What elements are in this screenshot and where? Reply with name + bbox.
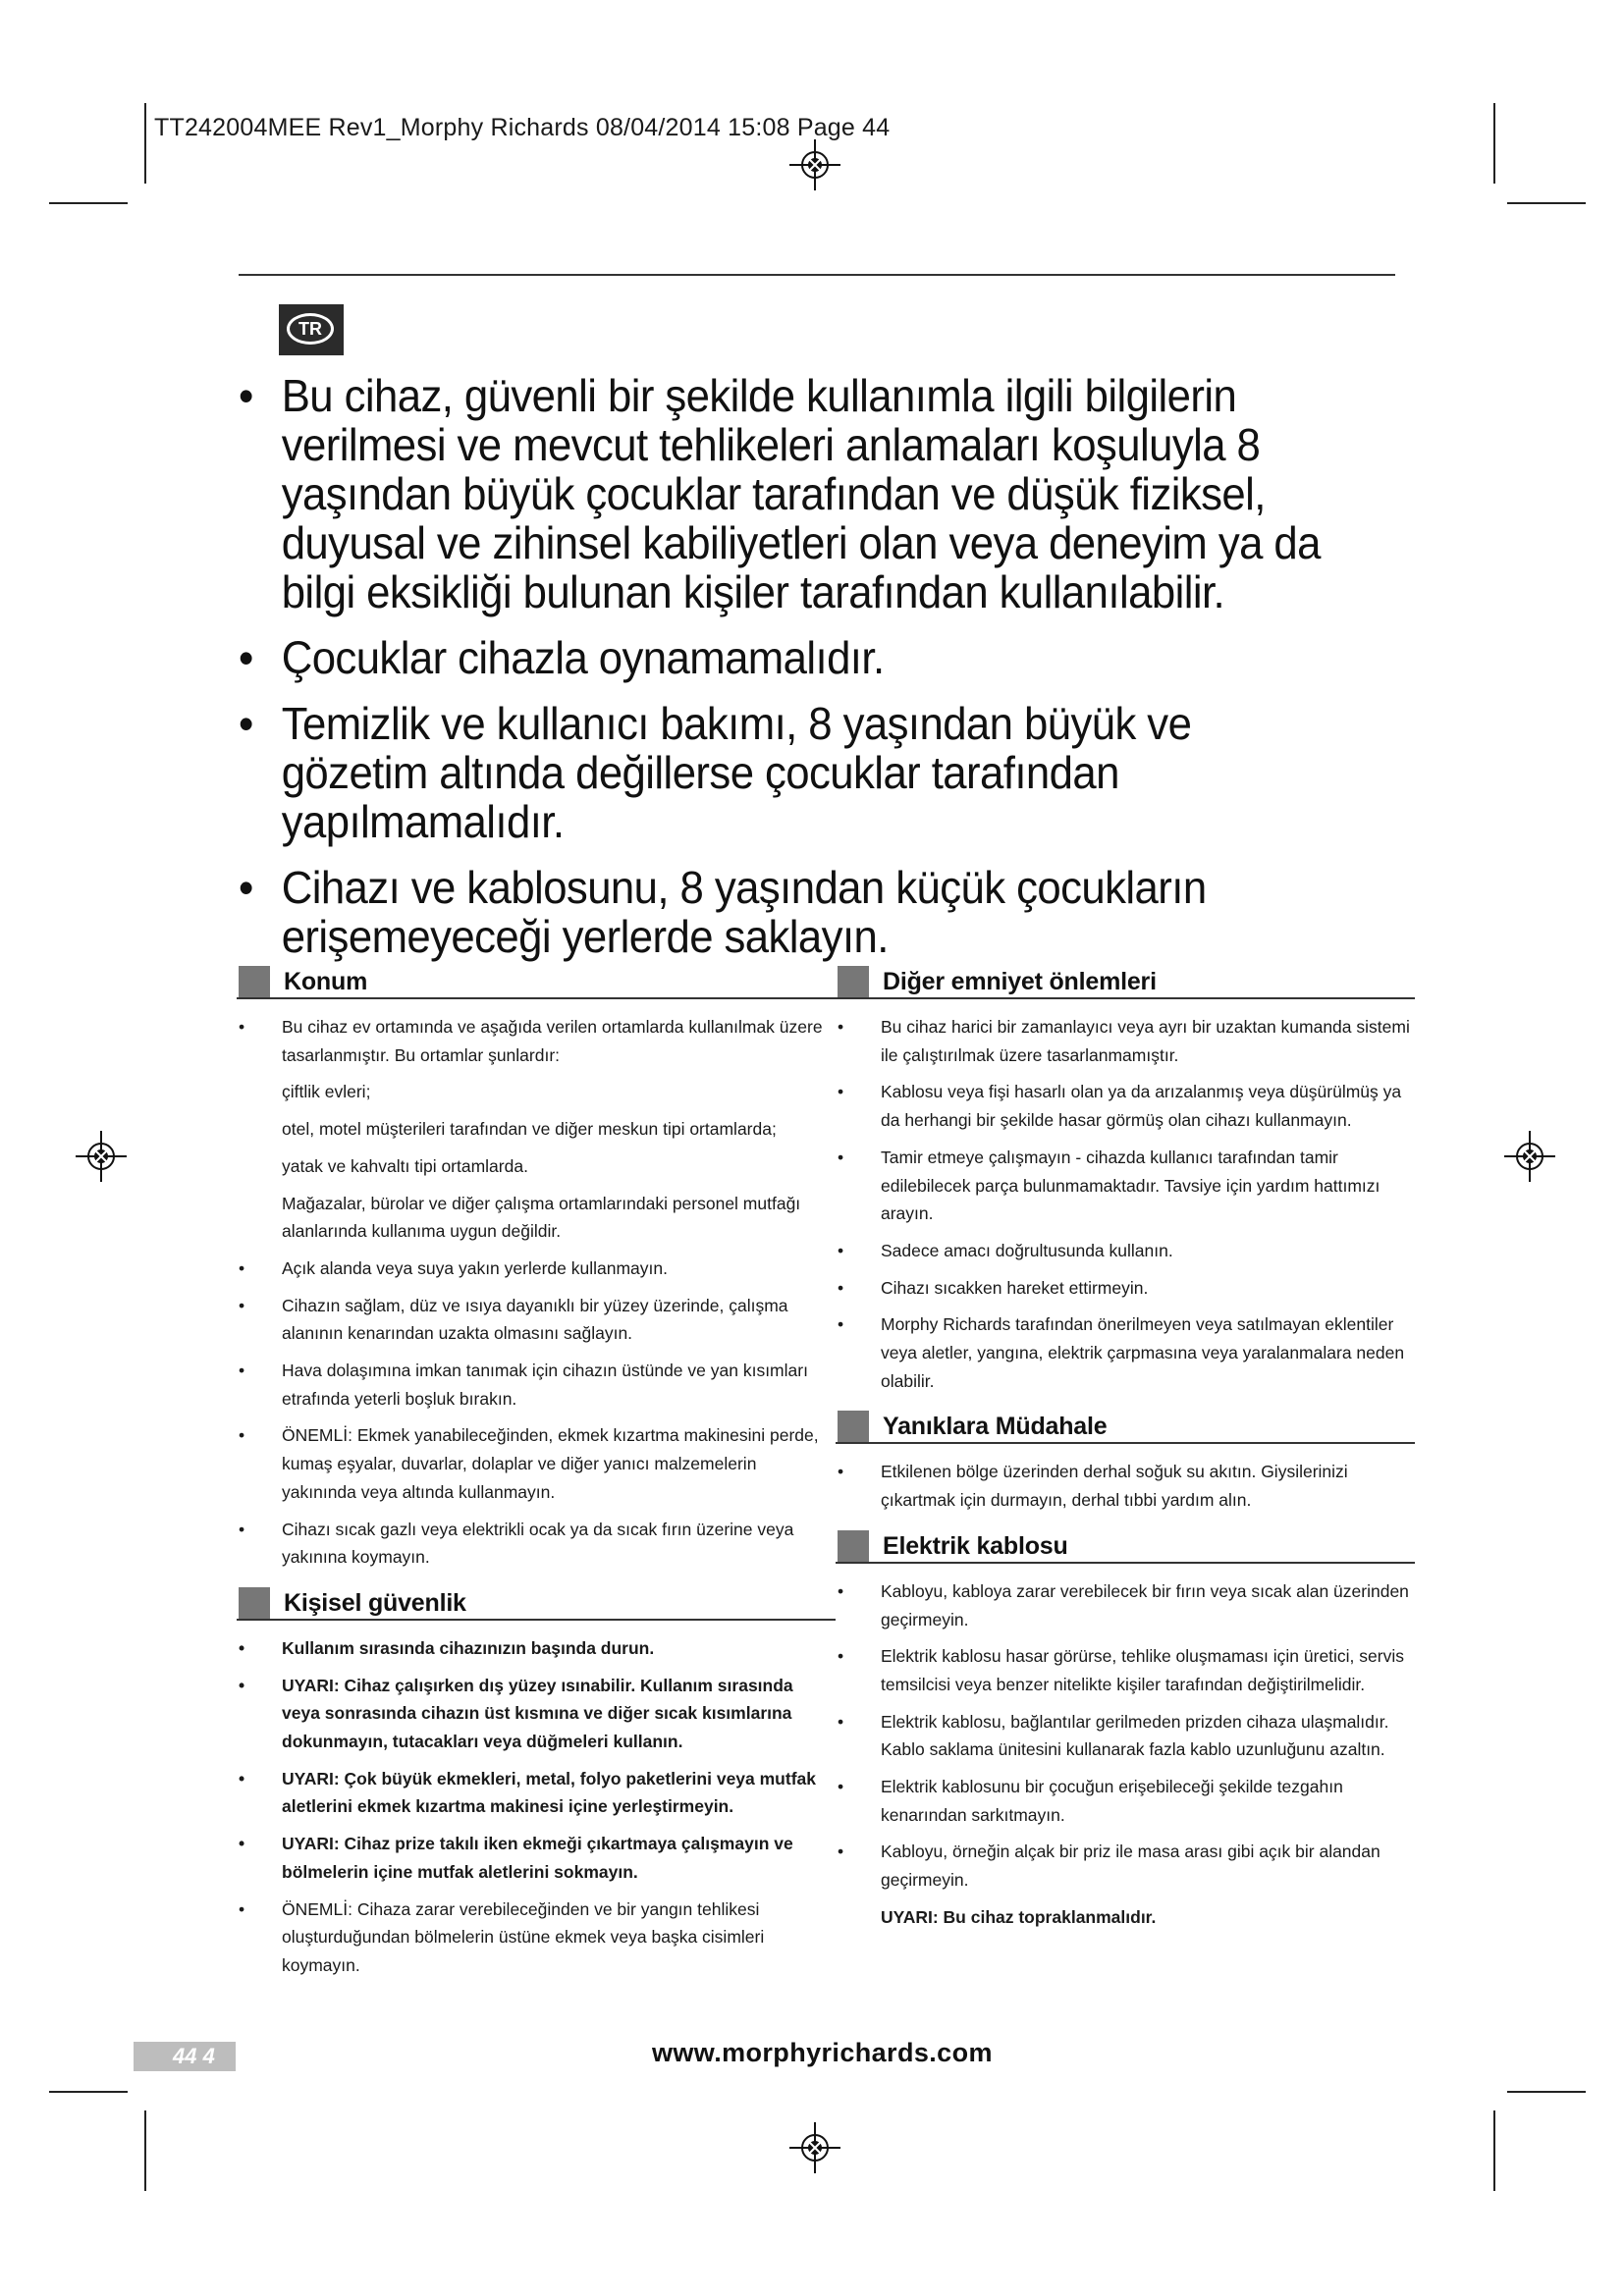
section-heading-diger: Diğer emniyet önlemleri [836,966,1415,999]
paragraph: • Sadece amacı doğrultusunda kullanın. [838,1240,1173,1260]
list-item: Mağazalar, bürolar ve diğer çalışma ortamlarındaki personel mutfağı alanlarında kullanıma uygun değildir. [282,1193,801,1242]
paragraph: • Bu cihaz ev ortamında ve aşağıda verilen ortamlarda kullanılmak üzere tasarlanmıştır. Bu ortamlar şunlardır: [239,1017,823,1065]
paragraph: • Elektrik kablosu hasar görürse, tehlike oluşmaması için üretici, servis temsilcisi veya benzer nitelikte kişiler tarafından değiştirilmelidir. [838,1646,1404,1694]
crop-mark [144,103,146,184]
intro-bullet: • Bu cihaz, güvenli bir şekilde kullanımla ilgili bilgilerin verilmesi ve mevcut tehlikeleri anlamaları koşuluyla 8 yaşından büyük çocuklar tarafından ve düşük fiziksel, duyusal ve zihinsel kabiliyetleri olan veya deneyim ya da bilgi eksikliği bulunan kişiler tarafından kullanılabilir. [239,370,1321,617]
paragraph: • Morphy Richards tarafından önerilmeyen veya satılmayan eklentiler veya aletler, yangına, elektrik çarpmasına veya yaralanmalara neden olabilir. [838,1314,1405,1391]
crop-mark [1493,2110,1495,2191]
paragraph: • Kabloyu, kabloya zarar verebilecek bir fırın veya sıcak alan üzerinden geçirmeyin. [838,1580,1409,1629]
crop-mark [1507,202,1586,204]
paragraph: • Etkilenen bölge üzerinden derhal soğuk su akıtın. Giysilerinizi çıkartmak için durmayın, derhal tıbbi yardım alın. [838,1462,1348,1511]
intro-bullet: • Temizlik ve kullanıcı bakımı, 8 yaşından büyük ve gözetim altında değillerse çocuklar tarafından yapılmamalıdır. [239,698,1192,847]
section-heading-yaniklar: Yanıklara Müdahale [836,1411,1415,1444]
paragraph: • Bu cihaz harici bir zamanlayıcı veya ayrı bir uzaktan kumanda sistemi ile çalıştırılmak üzere tasarlanmamıştır. [838,1017,1410,1065]
bullet: • [239,862,253,913]
registration-mark-icon [785,135,844,194]
top-rule [239,274,1395,276]
intro-bullet: • Cihazı ve kablosunu, 8 yaşından küçük çocukların erişemeyeceği yerlerde saklayın. [239,862,1207,962]
list-item: çiftlik evleri; [282,1082,371,1102]
paragraph: • Kablosu veya fişi hasarlı olan ya da arızalanmış veya düşürülmüş ya da herhangi bir şekilde hasar görmüş olan cihazı kullanmayın. [838,1082,1402,1131]
crop-mark [1507,2091,1586,2093]
page-number: 44 4 [173,2044,215,2068]
earthing-warning: UYARI: Bu cihaz topraklanmalıdır. [881,1906,1157,1927]
website-url: www.morphyrichards.com [652,2038,993,2067]
paragraph: • UYARI: Cihaz prize takılı iken ekmeği çıkartmaya çalışmayın ve bölmelerin içine mutfak aletlerini sokmayın. [239,1834,793,1882]
heading-marker [838,1530,869,1562]
paragraph: • UYARI: Cihaz çalışırken dış yüzey ısınabilir. Kullanım sırasında veya sonrasında cihazın üst kısmına ve diğer sıcak kısımlarına dokunmayın, tutacakları veya düğmeleri kullanın. [239,1675,793,1752]
bullet: • [239,632,253,683]
paragraph: • ÖNEMLİ: Cihaza zarar verebileceğinden ve bir yangın tehlikesi oluşturduğundan bölmelerin üstüne ekmek veya başka cisimleri koymayın. [239,1898,765,1975]
registration-mark-icon [72,1127,131,1186]
bullet: • [239,370,253,421]
paragraph: • Kullanım sırasında cihazınızın başında durun. [239,1637,655,1658]
crop-mark [49,202,128,204]
paragraph: • Kabloyu, örneğin alçak bir priz ile masa arası gibi açık bir alandan geçirmeyin. [838,1842,1380,1891]
heading-marker [239,966,270,997]
crop-mark [49,2091,128,2093]
crop-mark [1493,103,1495,184]
crop-mark [144,2110,146,2191]
left-column [237,966,836,1989]
language-badge [279,304,344,355]
intro-bullet: • Çocuklar cihazla oynamamalıdır. [239,632,885,683]
paragraph: • Elektrik kablosunu bir çocuğun erişebileceği şekilde tezgahın kenarından sarkıtmayın. [838,1777,1343,1825]
heading-marker [239,1587,270,1619]
list-item: otel, motel müşterileri tarafından ve diğer meskun tipi ortamlarda; [282,1119,777,1140]
paragraph: • Cihazın sağlam, düz ve ısıya dayanıklı bir yüzey üzerinde, çalışma alanının kenarından uzakta olmasını sağlayın. [239,1295,788,1344]
bullet: • [239,698,253,749]
paragraph: • UYARI: Çok büyük ekmekleri, metal, folyo paketlerini veya mutfak aletlerini ekmek kızartma makinesi içine yerleştirmeyin. [239,1768,816,1817]
language-badge-label: TR [287,313,334,345]
section-heading-konum: Konum [237,966,836,999]
paragraph: • Açık alanda veya suya yakın yerlerde kullanmayın. [239,1257,668,1278]
section-heading-kisisel: Kişisel güvenlik [237,1587,836,1621]
right-column [836,966,1415,1941]
paragraph: • Elektrik kablosu, bağlantılar gerilmeden prizden cihaza ulaşmalıdır. Kablo saklama ünitesini kullanarak fazla kablo uzunluğunu azaltın. [838,1711,1389,1760]
paragraph: • ÖNEMLİ: Ekmek yanabileceğinden, ekmek kızartma makinesini perde, kumaş eşyalar, duvarlar, dolaplar ve diğer yanıcı malzemelerin yakınında veya altında kullanmayın. [239,1425,819,1502]
print-slug: TT242004MEE Rev1_Morphy Richards 08/04/2014 15:08 Page 44 [154,114,891,141]
registration-mark-icon [785,2118,844,2177]
paragraph: • Cihazı sıcak gazlı veya elektrikli ocak ya da sıcak fırın üzerine veya yakınına koymayın. [239,1519,794,1568]
registration-mark-icon [1500,1127,1559,1186]
paragraph: • Hava dolaşımına imkan tanımak için cihazın üstünde ve yan kısımları etrafında yeterli boşluk bırakın. [239,1361,808,1409]
section-heading-elektrik: Elektrik kablosu [836,1530,1415,1564]
heading-marker [838,1411,869,1442]
heading-marker [838,966,869,997]
list-item: yatak ve kahvaltı tipi ortamlarda. [282,1155,528,1176]
paragraph: • Tamir etmeye çalışmayın - cihazda kullanıcı tarafından tamir edilebilecek parça bulunmamaktadır. Tavsiye için yardım hattımızı arayın. [838,1147,1380,1224]
paragraph: • Cihazı sıcakken hareket ettirmeyin. [838,1277,1149,1298]
intro-warnings [239,371,1349,978]
